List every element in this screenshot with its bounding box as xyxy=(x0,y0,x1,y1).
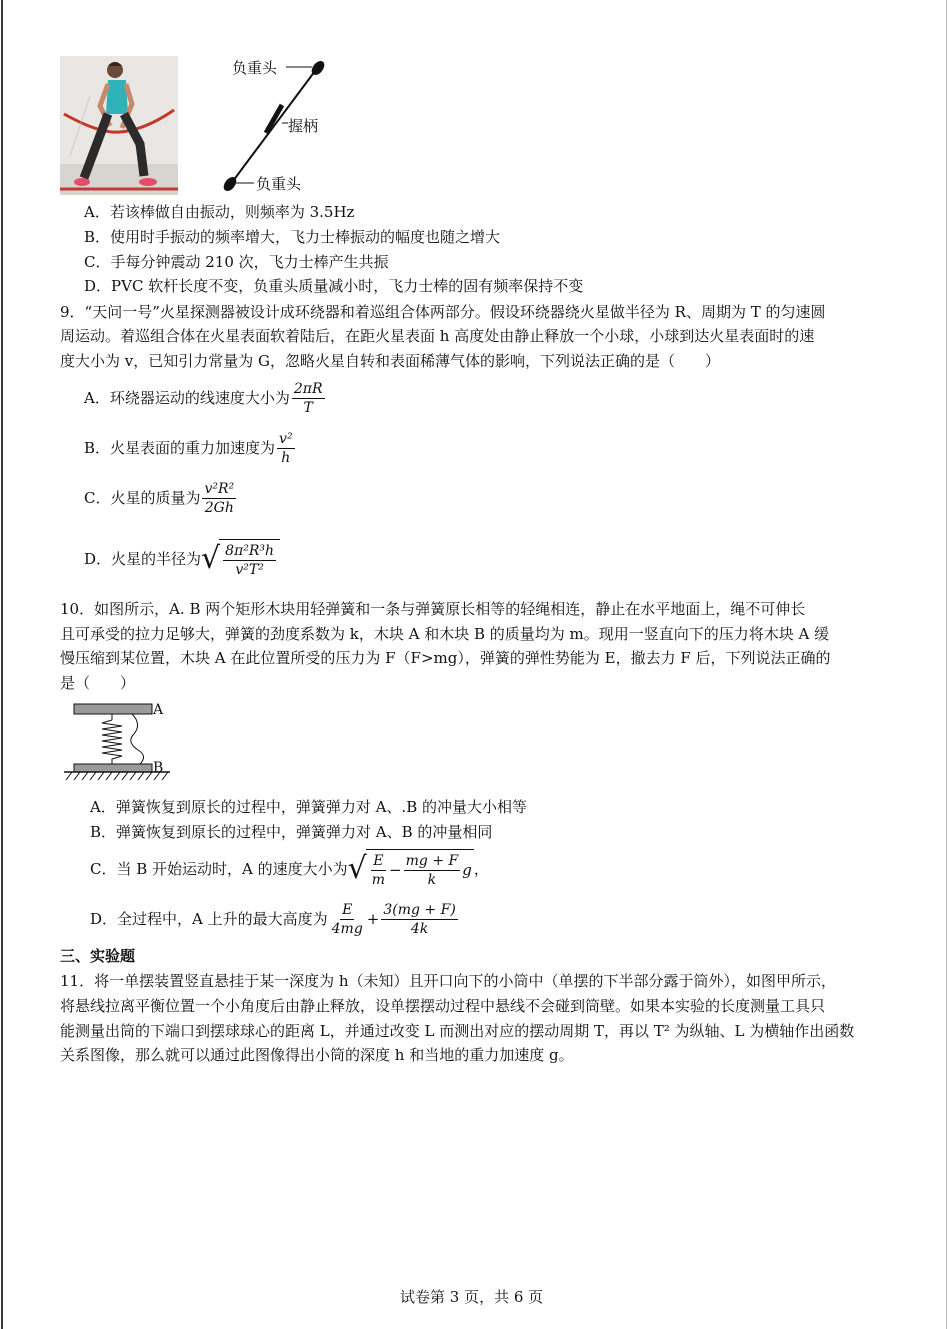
label-handle: 握柄 xyxy=(288,117,319,135)
q10-option-c-g: g xyxy=(462,861,472,879)
q11-stem-line1: 11．将一单摆装置竖直悬挂于某一深度为 h（未知）且开口向下的小筒中（单摆的下半部分露于筒外），如图甲所示， xyxy=(60,972,837,990)
athlete-photo xyxy=(60,56,178,195)
q9-option-c-fraction xyxy=(202,481,236,516)
q10-option-d xyxy=(90,898,460,940)
q9-option-d-denominator: v²T² xyxy=(235,561,264,578)
q9-option-c-numerator: v²R² xyxy=(204,480,235,497)
diagram-label-a: A xyxy=(153,702,164,718)
block-b xyxy=(74,764,152,772)
q10-stem-line4: 是（ ） xyxy=(60,674,136,692)
q9-option-b-denominator: h xyxy=(281,449,291,466)
q9-option-b xyxy=(84,427,297,469)
q11-stem-line2: 将悬线拉离平衡位置一个小角度后由静止释放，设单摆摆动过程中悬线不会碰到筒壁。如果本实验的长度测量工具只 xyxy=(60,997,826,1015)
q10-option-d-fraction2 xyxy=(381,902,457,937)
q8-option-b: B．使用时手振动的频率增大，飞力士棒振动的幅度也随之增大 xyxy=(84,228,501,246)
q10-option-c-f2-denominator: k xyxy=(427,871,437,888)
q9-option-d xyxy=(84,536,280,582)
q9-option-d-fraction xyxy=(223,543,276,578)
q9-stem-line3: 度大小为 v，已知引力常量为 G，忽略火星自转和表面稀薄气体的影响，下列说法正确的是（ ） xyxy=(60,352,720,370)
q10-stem-line2: 且可承受的拉力足够大，弹簧的劲度系数为 k，木块 A 和木块 B 的质量均为 m。现用一竖直向下的压力将木块 A 缓 xyxy=(60,625,830,643)
q10-stem-line3: 慢压缩到某位置，木块 A 在此位置所受的压力为 F（F>mg），弹簧的弹性势能为 E，撤去力 F 后，下列说法正确的 xyxy=(60,649,831,667)
q10-option-d-fraction1 xyxy=(330,902,365,937)
q10-option-c-minus: − xyxy=(389,861,402,879)
q11-stem-line3: 能测量出筒的下端口到摆球球心的距离 L，并通过改变 L 而测出对应的摆动周期 T，再以 T² 为纵轴、L 为横轴作出函数 xyxy=(60,1022,855,1040)
q9-option-c xyxy=(84,477,238,519)
q10-option-d-text: D．全过程中，A 上升的最大高度为 xyxy=(90,910,328,928)
q10-option-c-sqrt xyxy=(348,849,474,889)
q10-option-c-f1-numerator: E xyxy=(373,852,384,869)
rope xyxy=(131,714,144,764)
q9-option-b-text: B．火星表面的重力加速度为 xyxy=(84,439,276,457)
block-a xyxy=(74,704,152,714)
q8-option-c: C．手每分钟震动 210 次，飞力士棒产生共振 xyxy=(84,253,389,271)
q10-option-c-fraction2 xyxy=(404,853,461,888)
q10-option-c-fraction1 xyxy=(370,853,387,888)
label-head-bottom: 负重头 xyxy=(256,175,302,193)
q10-option-c-end: ， xyxy=(473,860,489,878)
q9-stem-line1: 9．“天问一号”火星探测器被设计成环绕器和着巡组合体两部分。假设环绕器绕火星做半径为 R、周期为 T 的匀速圆 xyxy=(60,303,826,321)
q10-option-d-f1-denominator: 4mg xyxy=(331,920,363,937)
q9-option-a-numerator: 2πR xyxy=(293,380,323,397)
page-left-edge xyxy=(1,0,3,1329)
q10-option-c-f2-numerator: mg + F xyxy=(405,852,459,869)
spring xyxy=(102,720,122,764)
q10-option-d-f2-denominator: 4k xyxy=(410,920,429,937)
sqrt-sign-icon: √ xyxy=(201,541,221,576)
q9-option-a-fraction xyxy=(292,381,325,416)
q10-option-b: B．弹簧恢复到原长的过程中，弹簧弹力对 A、B 的冲量相同 xyxy=(90,823,493,841)
q10-option-c-text: C．当 B 开始运动时，A 的速度大小为 xyxy=(90,860,348,878)
label-head-top: 负重头 xyxy=(232,59,278,77)
q9-option-d-sqrt xyxy=(201,539,280,579)
q9-stem-line2: 周运动。着巡组合体在火星表面软着陆后，在距火星表面 h 高度处由静止释放一个小球，小球到达火星表面时的速 xyxy=(60,327,815,345)
q9-option-b-numerator: v² xyxy=(279,430,293,447)
page-footer: 试卷第 3 页，共 6 页 xyxy=(400,1288,544,1306)
q10-option-a: A．弹簧恢复到原长的过程中，弹簧弹力对 A、.B 的冲量大小相等 xyxy=(90,798,527,816)
q9-option-c-text: C．火星的质量为 xyxy=(84,489,201,507)
section-heading: 三、实验题 xyxy=(60,947,136,965)
q9-option-b-fraction xyxy=(277,431,295,466)
q10-option-d-f1-numerator: E xyxy=(342,901,353,918)
q11-stem-line4: 关系图像，那么就可以通过此图像得出小筒的深度 h 和当地的重力加速度 g。 xyxy=(60,1046,574,1064)
q10-option-c-f1-denominator: m xyxy=(371,871,386,888)
q10-option-d-plus: + xyxy=(366,910,380,928)
q10-stem-line1: 10．如图所示，A. B 两个矩形木块用轻弹簧和一条与弹簧原长相等的轻绳相连，静止在水平地面上，绳不可伸长 xyxy=(60,600,806,618)
q8-option-a: A．若该棒做自由振动，则频率为 3.5Hz xyxy=(84,203,355,221)
page-right-edge xyxy=(946,0,947,1329)
diagram-label-b: B xyxy=(153,760,164,776)
q9-option-a-text: A．环绕器运动的线速度大小为 xyxy=(84,389,290,407)
q8-option-d: D．PVC 软杆长度不变，负重头质量减小时，飞力士棒的固有频率保持不变 xyxy=(84,277,584,295)
q10-option-d-f2-numerator: 3(mg + F) xyxy=(383,901,456,918)
q9-option-a xyxy=(84,377,327,419)
sqrt-sign-icon: √ xyxy=(347,851,367,886)
q9-option-c-denominator: 2Gh xyxy=(204,499,234,516)
q9-option-d-text: D．火星的半径为 xyxy=(84,550,202,568)
q10-option-c xyxy=(90,846,489,892)
q9-option-a-denominator: T xyxy=(303,399,313,416)
q9-option-d-numerator: 8π²R³h xyxy=(225,542,275,559)
